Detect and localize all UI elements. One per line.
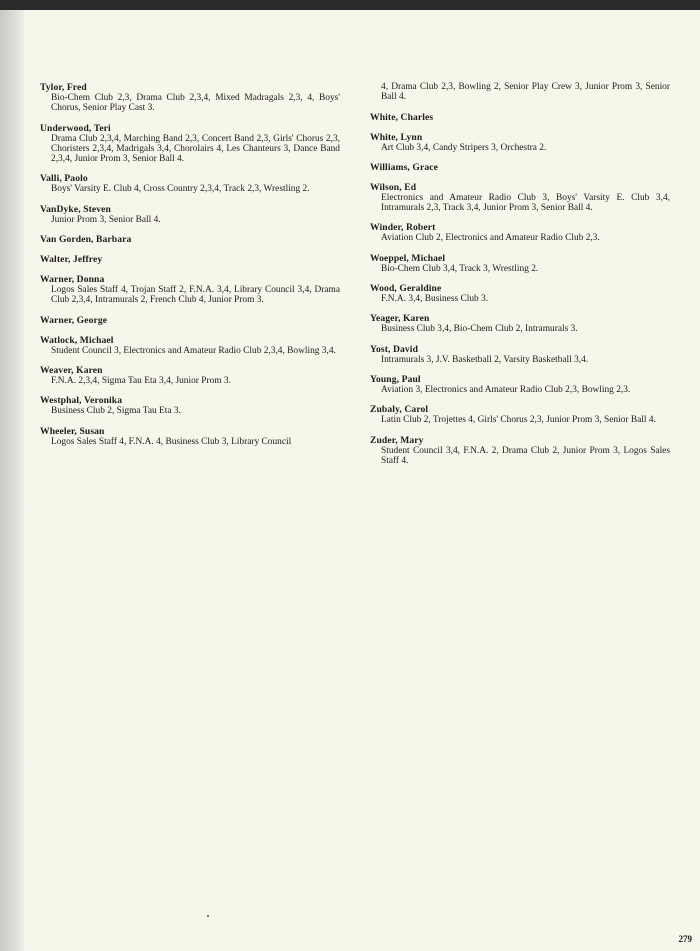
student-activities: Electronics and Amateur Radio Club 3, Boys' Varsity E. Club 3,4, Intramurals 2,3, Track 3,4, Junior Prom 3, Senior Ball 4. xyxy=(381,192,670,214)
student-entry xyxy=(40,426,340,447)
student-activities: Bio-Chem Club 3,4, Track 3, Wrestling 2. xyxy=(381,263,539,274)
student-entry xyxy=(40,123,340,165)
student-entry xyxy=(40,274,340,306)
student-activities: Intramurals 3, J.V. Basketball 2, Varsity Basketball 3,4. xyxy=(381,354,589,365)
student-name: Wood, Geraldine xyxy=(370,283,442,295)
student-name: Tylor, Fred xyxy=(40,82,87,93)
student-activities: Business Club 2, Sigma Tau Eta 3. xyxy=(51,406,181,417)
student-name: Wilson, Ed xyxy=(370,181,417,193)
student-entry xyxy=(370,283,670,304)
student-entry xyxy=(40,82,340,114)
student-name: Van Gorden, Barbara xyxy=(40,234,132,246)
student-activities: Student Council 3,4, F.N.A. 2, Drama Club 2, Junior Prom 3, Logos Sales Staff 4. xyxy=(381,445,670,466)
student-activities: Aviation Club 2, Electronics and Amateur Radio Club 2,3. xyxy=(381,233,600,244)
student-entry xyxy=(370,253,670,274)
student-activities: Student Council 3, Electronics and Amateur Radio Club 2,3,4, Bowling 3,4. xyxy=(51,345,336,356)
yearbook-page xyxy=(24,10,700,951)
student-activities: Bio-Chem Club 2,3, Drama Club 2,3,4, Mixed Madragals 2,3, 4, Boys' Chorus, Senior Play Cast 3. xyxy=(51,93,340,114)
student-entry xyxy=(370,222,670,243)
print-speck xyxy=(207,915,209,917)
student-name: Westphal, Veronika xyxy=(40,395,123,407)
student-entry xyxy=(40,173,340,194)
student-activities: Business Club 3,4, Bio-Chem Club 2, Intramurals 3. xyxy=(381,324,578,335)
student-name: Young, Paul xyxy=(370,373,421,385)
student-entry xyxy=(370,374,670,395)
scan-top-edge xyxy=(0,0,700,10)
student-name: White, Lynn xyxy=(370,131,423,143)
student-name: Warner, Donna xyxy=(40,274,105,286)
student-entry xyxy=(370,162,670,173)
student-activities: Logos Sales Staff 4, F.N.A. 4, Business Club 3, Library Council xyxy=(51,436,292,447)
student-entry xyxy=(370,435,670,467)
student-name: Zuder, Mary xyxy=(370,434,424,446)
student-activities: Aviation 3, Electronics and Amateur Radio Club 2,3, Bowling 2,3. xyxy=(381,384,631,395)
student-entry xyxy=(40,254,340,265)
student-name: Winder, Robert xyxy=(370,222,436,234)
student-name: Walter, Jeffrey xyxy=(40,254,103,266)
student-entry xyxy=(370,404,670,425)
student-activities: Logos Sales Staff 4, Trojan Staff 2, F.N.A. 3,4, Library Council 3,4, Drama Club 2,3,4, Intramurals 2, French Club 4, Junior Prom 3. xyxy=(51,285,340,306)
student-activities: F.N.A. 2,3,4, Sigma Tau Eta 3,4, Junior Prom 3. xyxy=(51,375,231,386)
student-activities: Latin Club 2, Trojettes 4, Girls' Chorus 2,3, Junior Prom 3, Senior Ball 4. xyxy=(381,415,656,426)
student-activities: Art Club 3,4, Candy Stripers 3, Orchestra 2. xyxy=(381,142,547,153)
student-entry xyxy=(40,335,340,356)
student-activities: Boys' Varsity E. Club 4, Cross Country 2,3,4, Track 2,3, Wrestling 2. xyxy=(51,184,310,195)
student-name: Watlock, Michael xyxy=(40,334,114,346)
student-name: Weaver, Karen xyxy=(40,364,103,376)
student-entry xyxy=(370,344,670,365)
student-name: Yost, David xyxy=(370,343,419,355)
student-entry xyxy=(40,365,340,386)
book-binding-edge xyxy=(0,10,24,951)
right-column xyxy=(370,82,670,475)
student-name: Valli, Paolo xyxy=(40,173,88,185)
page-number: 279 xyxy=(678,934,692,944)
student-entry xyxy=(370,182,670,214)
student-name: White, Charles xyxy=(370,111,434,123)
student-name: Underwood, Teri xyxy=(40,122,111,134)
student-entry xyxy=(370,132,670,153)
student-activities: Drama Club 2,3,4, Marching Band 2,3, Concert Band 2,3, Girls' Chorus 2,3, Choristers 2,3,4, Madrigals 3,4, Chorolairs 4, Les Chanteurs 3, Dance Band 2,3,4, Junior Prom 3, Senior Ball 4. xyxy=(51,133,340,165)
student-name: Zubaly, Carol xyxy=(370,404,429,416)
student-entry xyxy=(370,313,670,334)
left-column xyxy=(40,82,340,456)
student-entry xyxy=(40,204,340,225)
student-name: Williams, Grace xyxy=(370,161,438,173)
student-name: Woeppel, Michael xyxy=(370,252,446,264)
student-entry xyxy=(370,112,670,123)
student-name: Wheeler, Susan xyxy=(40,425,105,437)
student-name: Warner, George xyxy=(40,314,108,326)
student-entry xyxy=(40,395,340,416)
student-name: Yeager, Karen xyxy=(370,313,430,325)
student-activities: Junior Prom 3, Senior Ball 4. xyxy=(51,214,161,225)
student-entry xyxy=(40,315,340,326)
student-activities: F.N.A. 3,4, Business Club 3. xyxy=(381,294,489,305)
student-name: VanDyke, Steven xyxy=(40,203,111,215)
student-entry xyxy=(40,234,340,245)
continued-activities: 4, Drama Club 2,3, Bowling 2, Senior Play Crew 3, Junior Prom 3, Senior Ball 4. xyxy=(381,82,670,103)
